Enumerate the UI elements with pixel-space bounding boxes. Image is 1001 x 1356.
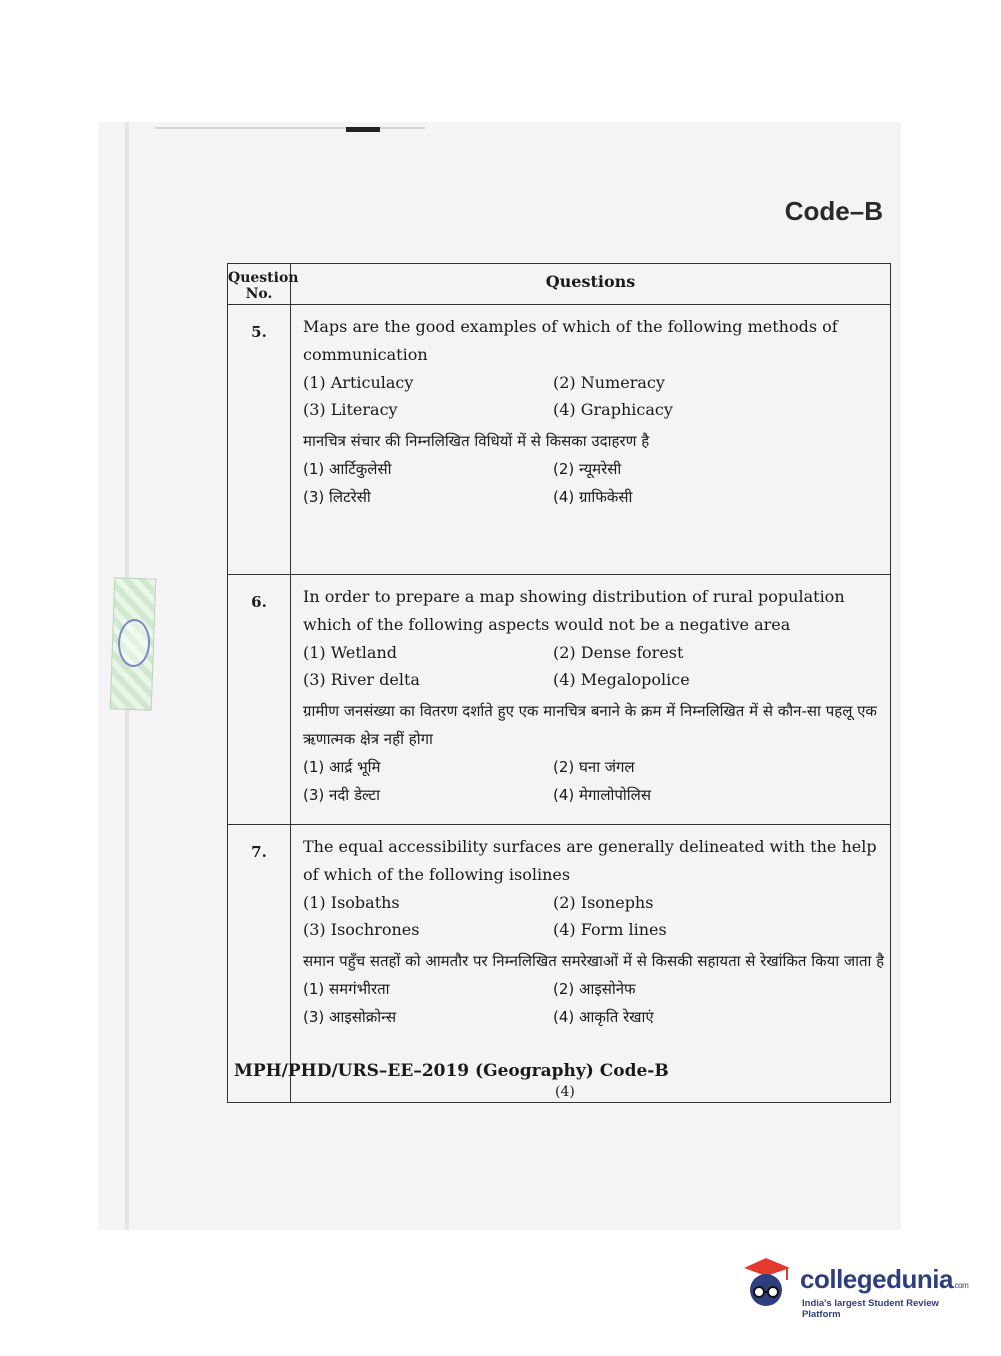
question-number: 7. — [228, 825, 291, 1103]
option: (1) समगंभीरता — [303, 980, 390, 998]
option: (1) Articulacy — [303, 373, 414, 392]
option: (1) Isobaths — [303, 893, 400, 912]
option: (2) Isonephs — [553, 893, 654, 912]
scan-line — [155, 127, 425, 129]
paper-code: Code–B — [784, 196, 883, 226]
question-stem-en: Maps are the good examples of which of the following methods of communication — [303, 317, 838, 364]
option: (4) आकृति रेखाएं — [553, 1008, 654, 1026]
header-question-no: Question No. — [228, 264, 291, 305]
option: (4) ग्राफिकेसी — [553, 488, 633, 506]
option: (3) Literacy — [303, 400, 398, 419]
option: (4) Graphicacy — [553, 400, 673, 419]
question-stem-en: The equal accessibility surfaces are generally delineated with the help of which of the following isolines — [303, 837, 877, 884]
question-body — [291, 305, 891, 575]
footer-paper-code: MPH/PHD/URS–EE–2019 (Geography) Code-B — [234, 1061, 669, 1081]
question-stem-en: In order to prepare a map showing distribution of rural population which of the following aspects would not be a negative area — [303, 587, 845, 634]
option: (2) Numeracy — [553, 373, 665, 392]
option: (4) Form lines — [553, 920, 667, 939]
option: (1) आर्द्र भूमि — [303, 758, 381, 776]
options-hi — [303, 459, 886, 507]
option: (3) आइसोक्रोन्स — [303, 1008, 397, 1026]
question-number: 6. — [228, 575, 291, 825]
question-row — [228, 305, 891, 575]
stapled-sticker — [110, 577, 157, 710]
question-number: 5. — [228, 305, 291, 575]
option: (3) Isochrones — [303, 920, 420, 939]
options-en — [303, 373, 886, 419]
option: (2) Dense forest — [553, 643, 684, 662]
brand-name-text: collegedunia — [800, 1264, 953, 1294]
option: (2) न्यूमरेसी — [553, 460, 622, 478]
option: (3) लिटरेसी — [303, 488, 371, 506]
question-stem-hi: मानचित्र संचार की निम्नलिखित विधियों में से किसका उदाहरण है — [303, 432, 650, 450]
table-header — [228, 264, 891, 305]
option: (3) नदी डेल्टा — [303, 786, 380, 804]
options-hi — [303, 979, 886, 1027]
options-en — [303, 893, 886, 939]
question-stem-hi: समान पहुँच सतहों को आमतौर पर निम्नलिखित समरेखाओं में से किसकी सहायता से रेखांकित किया जाता है — [303, 952, 885, 970]
option: (3) River delta — [303, 670, 420, 689]
header-questions: Questions — [291, 264, 891, 305]
question-table — [227, 263, 891, 1103]
option: (1) आर्टिकुलेसी — [303, 460, 392, 478]
options-hi — [303, 757, 886, 805]
option: (1) Wetland — [303, 643, 397, 662]
brand-tagline: India's largest Student Review Platform — [802, 1298, 939, 1320]
brand-suffix: .com — [952, 1281, 969, 1290]
scan-mark — [346, 127, 380, 132]
brand-name — [800, 1264, 968, 1295]
option: (4) मेगालोपोलिस — [553, 786, 651, 804]
seal-icon — [117, 618, 151, 667]
option: (4) Megalopolice — [553, 670, 690, 689]
question-body — [291, 575, 891, 825]
option: (2) घना जंगल — [553, 758, 635, 776]
page-number: (4) — [555, 1084, 575, 1100]
brand-watermark[interactable] — [740, 1250, 970, 1320]
question-row — [228, 575, 891, 825]
question-stem-hi: ग्रामीण जनसंख्या का वितरण दर्शाते हुए एक मानचित्र बनाने के क्रम में निम्नलिखित में से कौन-सा पहलू एक ऋणात्मक क्षेत्र नहीं होगा — [303, 702, 877, 748]
option: (2) आइसोनेफ — [553, 980, 636, 998]
collegedunia-logo-icon — [740, 1254, 794, 1310]
options-en — [303, 643, 886, 689]
